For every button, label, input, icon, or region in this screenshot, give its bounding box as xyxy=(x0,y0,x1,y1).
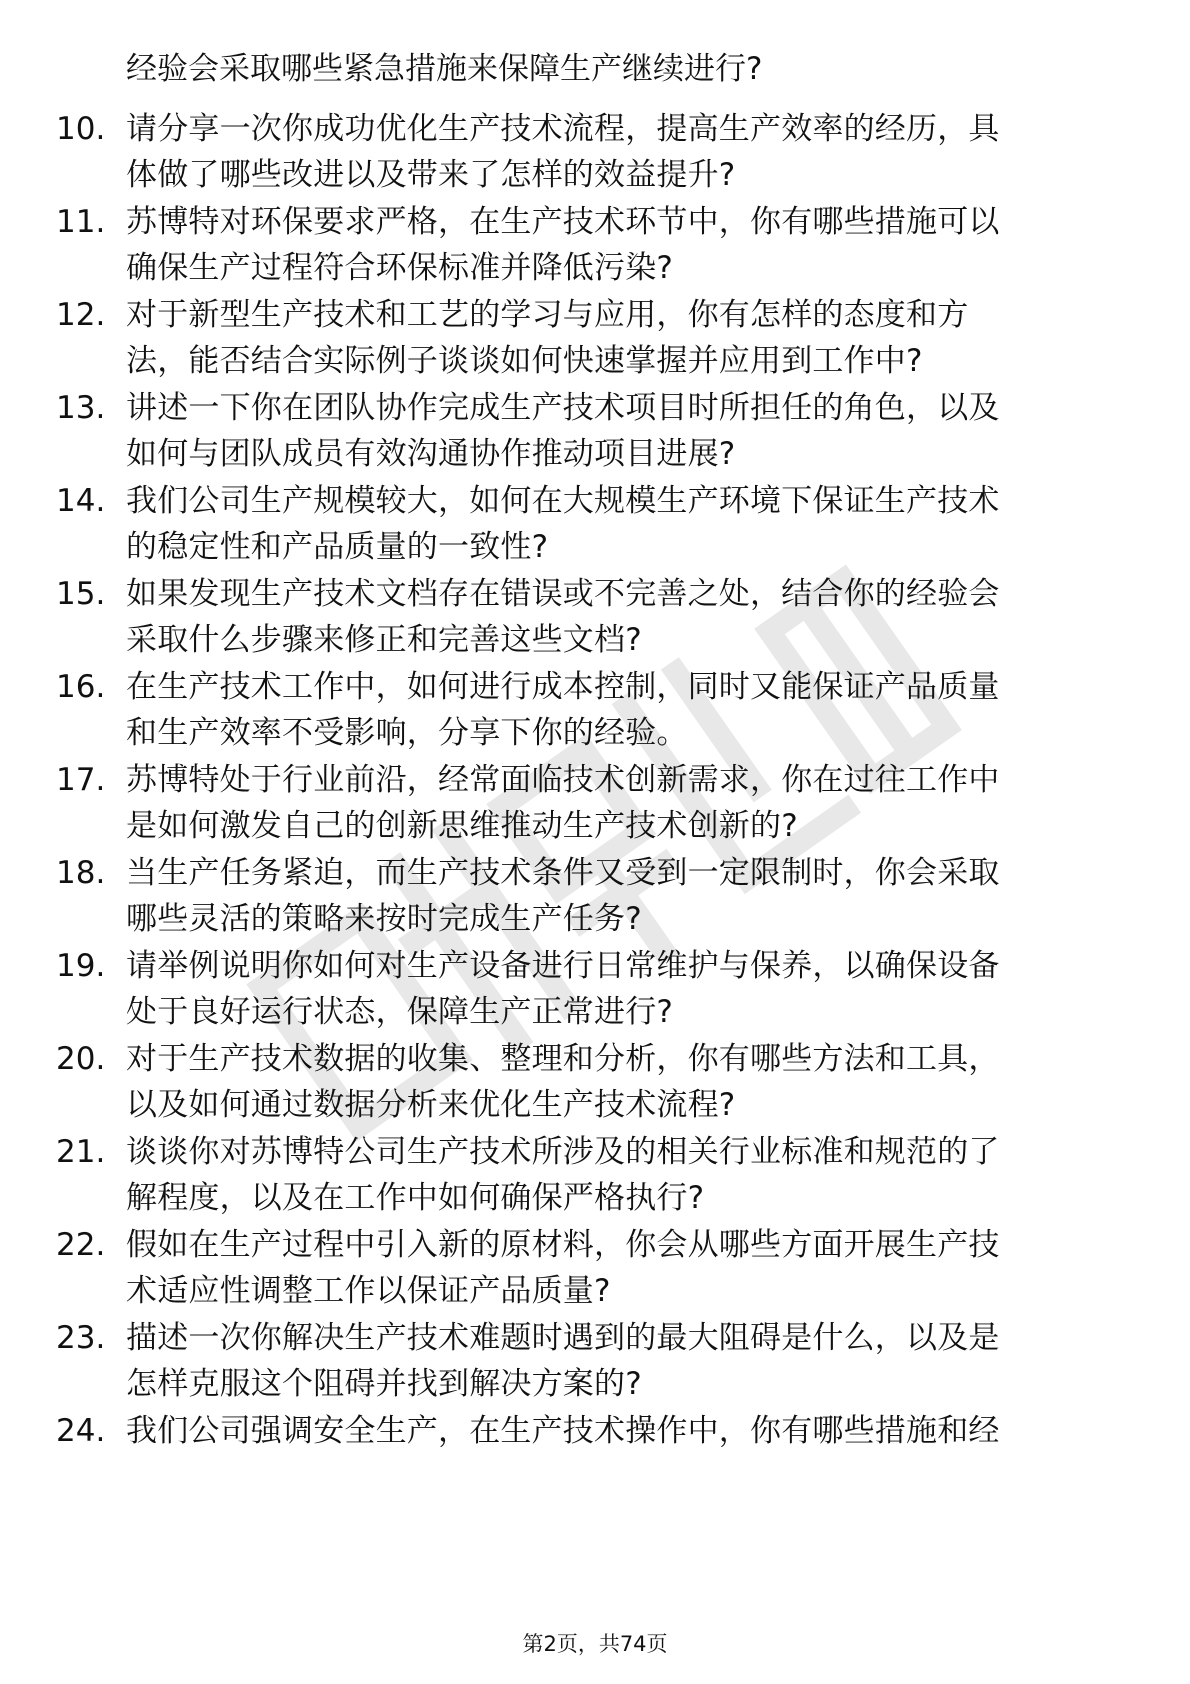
question-text-line: 术适应性调整工作以保证产品质量? xyxy=(126,1273,611,1309)
question-text-line: 哪些灵活的策略来按时完成生产任务? xyxy=(126,901,642,937)
question-number: 15. xyxy=(56,576,106,612)
question-text-line: 处于良好运行状态，保障生产正常进行? xyxy=(126,994,674,1030)
question-number: 11. xyxy=(56,204,106,240)
question-text-line: 在生产技术工作中，如何进行成本控制，同时又能保证产品质量 xyxy=(126,669,1000,705)
question-text-line: 怎样克服这个阻碍并找到解决方案的? xyxy=(126,1366,642,1402)
question-number: 17. xyxy=(56,762,106,798)
question-text-line: 是如何激发自己的创新思维推动生产技术创新的? xyxy=(126,808,798,844)
question-number: 10. xyxy=(56,111,106,147)
question-text-line: 的稳定性和产品质量的一致性? xyxy=(126,529,549,565)
question-number: 16. xyxy=(56,669,106,705)
question-text-line: 当生产任务紧迫，而生产技术条件又受到一定限制时，你会采取 xyxy=(126,855,1000,891)
question-text-line: 描述一次你解决生产技术难题时遇到的最大阻碍是什么，以及是 xyxy=(126,1320,1000,1356)
question-text-line: 如果发现生产技术文档存在错误或不完善之处，结合你的经验会 xyxy=(126,576,1000,612)
question-text-line: 法，能否结合实际例子谈谈如何快速掌握并应用到工作中? xyxy=(126,343,923,379)
question-text-line: 苏博特处于行业前沿，经常面临技术创新需求，你在过往工作中 xyxy=(126,762,1000,798)
question-text-line: 如何与团队成员有效沟通协作推动项目进展? xyxy=(126,436,736,472)
question-text-line: 确保生产过程符合环保标准并降低污染? xyxy=(126,250,674,286)
question-number: 20. xyxy=(56,1041,106,1077)
question-text-line: 和生产效率不受影响，分享下你的经验。 xyxy=(126,715,688,751)
continuation-text: 经验会采取哪些紧急措施来保障生产继续进行? xyxy=(126,51,763,87)
question-text-line: 讲述一下你在团队协作完成生产技术项目时所担任的角色，以及 xyxy=(126,390,1000,426)
question-text-line: 对于生产技术数据的收集、整理和分析，你有哪些方法和工具， xyxy=(126,1041,1000,1077)
question-number: 19. xyxy=(56,948,106,984)
question-text-line: 请举例说明你如何对生产设备进行日常维护与保养，以确保设备 xyxy=(126,948,1000,984)
question-text-line: 苏博特对环保要求严格，在生产技术环节中，你有哪些措施可以 xyxy=(126,204,1000,240)
question-text-line: 对于新型生产技术和工艺的学习与应用，你有怎样的态度和方 xyxy=(126,297,969,333)
question-number: 18. xyxy=(56,855,106,891)
question-number: 13. xyxy=(56,390,106,426)
question-number: 12. xyxy=(56,297,106,333)
question-text-line: 解程度，以及在工作中如何确保严格执行? xyxy=(126,1180,705,1216)
question-number: 24. xyxy=(56,1413,106,1449)
question-text-line: 采取什么步骤来修正和完善这些文档? xyxy=(126,622,642,658)
question-number: 21. xyxy=(56,1134,106,1170)
question-text-line: 请分享一次你成功优化生产技术流程，提高生产效率的经历，具 xyxy=(126,111,1000,147)
question-text-line: 我们公司强调安全生产，在生产技术操作中，你有哪些措施和经 xyxy=(126,1413,1000,1449)
question-number: 14. xyxy=(56,483,106,519)
question-text-line: 谈谈你对苏博特公司生产技术所涉及的相关行业标准和规范的了 xyxy=(126,1134,1000,1170)
page-number: 第2页，共74页 xyxy=(522,1632,668,1656)
question-text-line: 假如在生产过程中引入新的原材料，你会从哪些方面开展生产技 xyxy=(126,1227,1000,1263)
question-number: 22. xyxy=(56,1227,106,1263)
question-number: 23. xyxy=(56,1320,106,1356)
question-text-line: 以及如何通过数据分析来优化生产技术流程? xyxy=(126,1087,736,1123)
question-text-line: 体做了哪些改进以及带来了怎样的效益提升? xyxy=(126,157,736,193)
question-text-line: 我们公司生产规模较大，如何在大规模生产环境下保证生产技术 xyxy=(126,483,1000,519)
